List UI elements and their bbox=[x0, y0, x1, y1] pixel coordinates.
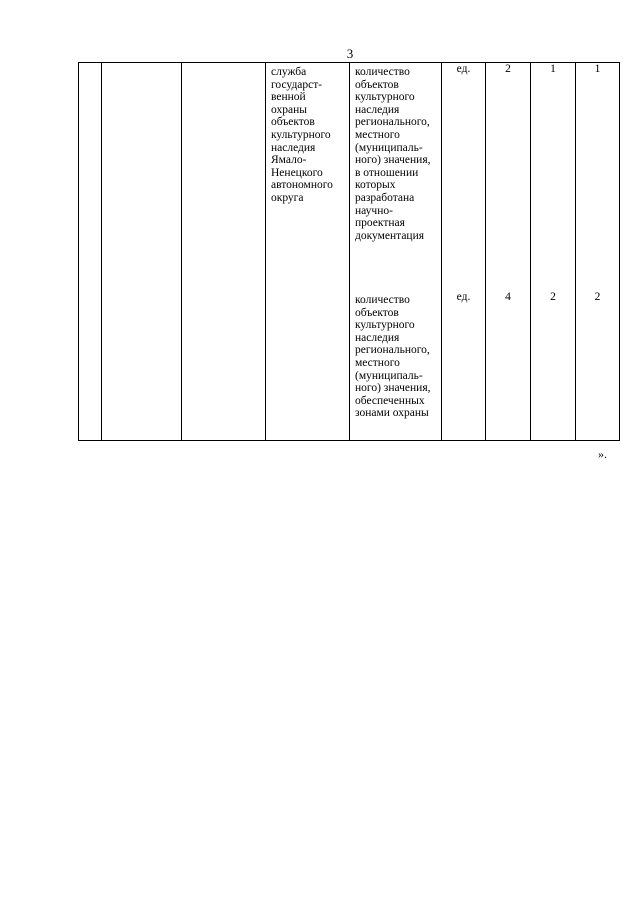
value-cell: 2 bbox=[486, 63, 531, 292]
indicator-name-cell bbox=[350, 291, 442, 441]
value-cell: 2 bbox=[576, 291, 620, 441]
value-cell: 1 bbox=[531, 63, 576, 292]
number-cell bbox=[79, 63, 102, 441]
table-row bbox=[79, 63, 620, 292]
value-cell: 2 bbox=[531, 291, 576, 441]
unit-cell: ед. bbox=[442, 63, 486, 292]
closing-quote-mark: ». bbox=[598, 447, 607, 461]
indicator-name: количество объектов культурного наследия регионального, местного (муниципаль- ного) значения, в отношении которых разработана научно- проектная документация bbox=[355, 66, 431, 242]
responsible-agency: служба государст- венной охраны объектов культурного наследия Ямало- Ненецкого автономного округа bbox=[271, 66, 333, 204]
indicator-table bbox=[78, 62, 620, 441]
value-cell: 4 bbox=[486, 291, 531, 441]
value-cell: 1 bbox=[576, 63, 620, 292]
page-number: 3 bbox=[346, 46, 354, 61]
unit-cell: ед. bbox=[442, 291, 486, 441]
program-cell bbox=[102, 63, 182, 441]
agency-cell bbox=[266, 63, 350, 441]
indicator-name-cell bbox=[350, 63, 442, 292]
goal-cell bbox=[182, 63, 266, 441]
indicator-name: количество объектов культурного наследия регионального, местного (муниципаль- ного) значения, обеспеченных зонами охраны bbox=[355, 294, 431, 420]
